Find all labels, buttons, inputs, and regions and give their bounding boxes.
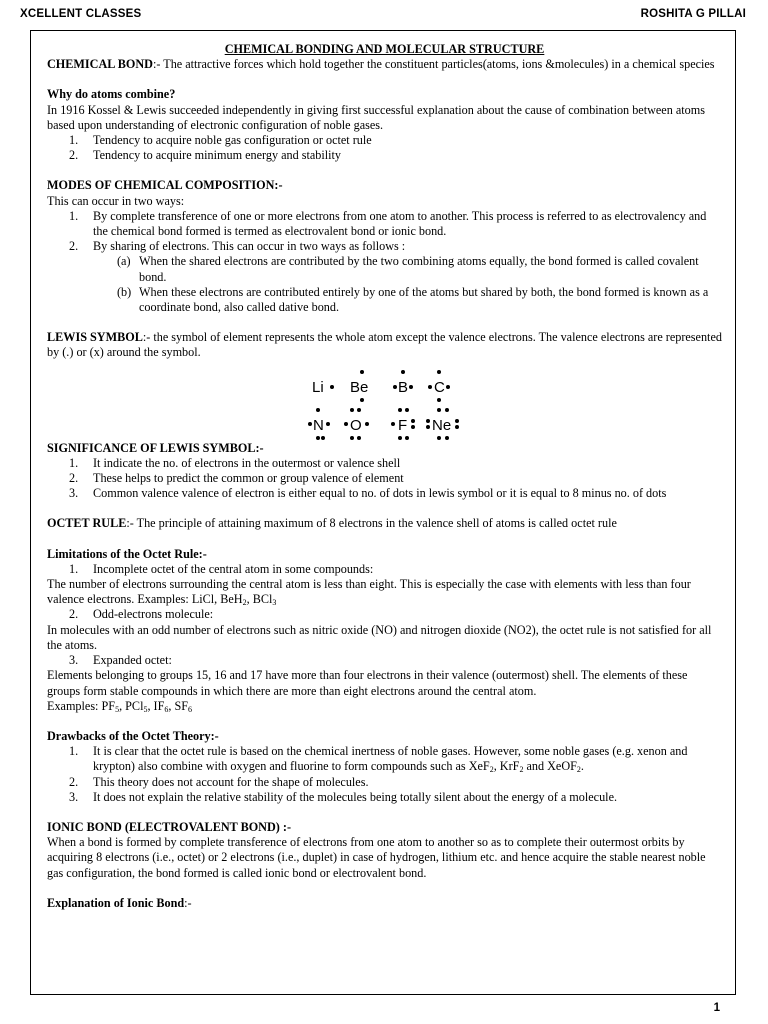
list-item <box>47 471 722 486</box>
limitations-item-1 <box>47 562 722 577</box>
lewis-symbol-definition <box>47 330 722 360</box>
list-text: Tendency to acquire minimum energy and stability <box>93 148 342 163</box>
lewis-symbol-term: LEWIS SYMBOL <box>47 330 143 345</box>
list-number: 2. <box>69 607 79 622</box>
list-text: , KrF <box>493 759 520 774</box>
list-item <box>47 775 722 790</box>
header-left: XCELLENT CLASSES <box>20 8 142 20</box>
list-number: 1. <box>69 133 79 148</box>
limitations-heading: Limitations of the Octet Rule:- <box>47 546 207 561</box>
header-right: ROSHITA G PILLAI <box>640 8 746 20</box>
list-text: These helps to predict the common or group valence of element <box>93 471 404 486</box>
sub-list-item <box>47 285 722 315</box>
limitations-item-3 <box>47 653 722 668</box>
list-text: Incomplete octet of the central atom in some compounds: <box>93 561 374 576</box>
list-item <box>47 653 722 668</box>
sub-list-number: (a) <box>117 254 131 269</box>
lewis-symbol-li: Li <box>312 378 324 396</box>
sub-list-number: (b) <box>117 284 132 299</box>
list-item <box>47 607 722 622</box>
why-combine-heading: Why do atoms combine? <box>47 87 176 102</box>
list-text: Expanded octet: <box>93 653 172 668</box>
list-item <box>47 148 722 163</box>
list-text: Common valence valence of electron is either equal to no. of dots in lewis symbol or it is equal to 8 minus no. of dots <box>93 486 667 501</box>
list-text: and XeOF <box>523 759 577 774</box>
subscript: 6 <box>188 704 193 714</box>
list-number: 1. <box>69 455 79 470</box>
paragraph-text: , IF <box>147 698 165 713</box>
lewis-symbol-c: C <box>434 378 445 396</box>
document-body <box>47 42 722 911</box>
limitations-paragraph-3: Elements belonging to groups 15, 16 and 17 have more than four electrons in their valence (outermost) shell. The elements of these groups form stable compounds in which there are more than eight electrons around the central atom. <box>47 668 688 698</box>
sub-list-item <box>47 254 722 284</box>
list-text: It does not explain the relative stability of the molecules being totally silent about the energy of a molecule. <box>93 789 618 804</box>
list-number: 3. <box>69 486 79 501</box>
lewis-symbol-f: F <box>398 416 408 434</box>
list-item <box>47 744 722 774</box>
list-text: By complete transference of one or more electrons from one atom to another. This process is referred to as electrovalency and the chemical bond formed is termed as electrovalent bond or ionic bond. <box>93 208 707 239</box>
modes-heading: MODES OF CHEMICAL COMPOSITION:- <box>47 178 283 193</box>
lewis-symbols-figure <box>47 361 722 441</box>
subscript: 2 <box>242 598 247 608</box>
list-number: 2. <box>69 471 79 486</box>
explanation-heading <box>47 896 722 911</box>
list-text: Odd-electrons molecule: <box>93 607 214 622</box>
sub-list-text: When the shared electrons are contributed by the two combining atoms equally, the bond formed is called covalent bond. <box>139 254 699 284</box>
list-text: By sharing of electrons. This can occur in two ways as follows : <box>93 239 406 254</box>
octet-rule-definition <box>47 516 722 531</box>
paragraph-text: , SF <box>168 698 189 713</box>
list-text: Tendency to acquire noble gas configuration or octet rule <box>93 133 372 148</box>
list-text: This theory does not account for the shape of molecules. <box>93 774 369 789</box>
drawbacks-list <box>47 744 722 805</box>
drawbacks-heading: Drawbacks of the Octet Theory:- <box>47 728 219 743</box>
list-number: 3. <box>69 789 79 804</box>
list-item <box>47 486 722 501</box>
limitations-examples <box>47 699 722 714</box>
lewis-symbols-svg <box>47 361 722 441</box>
list-text: It is clear that the octet rule is based on the chemical inertness of noble gases. However, some noble gases (e.g. xenon and krypton) also combine with oxygen and fluorine to form compounds such as XeF <box>93 744 688 774</box>
list-text: It indicate the no. of electrons in the outermost or valence shell <box>93 455 401 470</box>
list-number: 2. <box>69 239 79 254</box>
why-combine-list <box>47 133 722 163</box>
modes-list <box>47 209 722 255</box>
paragraph-text: The number of electrons surrounding the central atom is less than eight. This is especially the case with elements with less than four valence electrons. Examples: LiCl, BeH <box>47 577 691 607</box>
paragraph-text: Examples: PF <box>47 698 116 713</box>
modes-intro: This can occur in two ways: <box>47 193 185 208</box>
why-combine-intro: In 1916 Kossel & Lewis succeeded independently in giving first successful explanation about the cause of combination between atoms based upon understanding of electronic configuration of noble gases. <box>47 102 705 132</box>
lewis-symbol-o: O <box>350 416 362 434</box>
subscript: 2 <box>576 765 581 775</box>
ionic-bond-text: When a bond is formed by complete transference of electrons from one atom to another so as to complete their outermost orbits by acquiring 8 electrons (i.e., octet) or 2 electrons (i.e., duplet) in case of hydrogen, lithium etc. and hence acquire the stable nearest noble gas configuration, the bond formed is called ionic bond or electrovalent bond. <box>47 835 706 880</box>
limitations-paragraph-2: In molecules with an odd number of electrons such as nitric oxide (NO) and nitrogen dioxide (NO2), the octet rule is not satisfied for all the atoms. <box>47 622 712 652</box>
subscript: 5 <box>115 704 120 714</box>
list-item <box>47 209 722 239</box>
octet-rule-term: OCTET RULE <box>47 516 127 531</box>
paragraph-text: , PCl <box>119 698 144 713</box>
significance-list <box>47 456 722 502</box>
list-item <box>47 456 722 471</box>
limitations-item-2 <box>47 607 722 622</box>
explanation-term: Explanation of Ionic Bond <box>47 895 185 910</box>
page-number: 1 <box>713 1002 720 1014</box>
lewis-symbol-text: :- the symbol of element represents the whole atom except the valence electrons. The valence electrons are represented by (.) or (x) around the symbol. <box>47 330 722 360</box>
list-item <box>47 790 722 805</box>
list-item <box>47 239 722 254</box>
chemical-bond-text: :- The attractive forces which hold together the constituent particles(atoms, ions &molecules) in a chemical species <box>152 57 715 72</box>
lewis-symbol-ne: Ne <box>432 416 452 434</box>
octet-rule-text: :- The principle of attaining maximum of 8 electrons in the valence shell of atoms is called octet rule <box>126 516 617 531</box>
list-item <box>47 562 722 577</box>
paragraph-text: , BCl <box>246 592 273 607</box>
lewis-symbol-b: B <box>398 378 409 396</box>
subscript: 2 <box>519 765 524 775</box>
subscript: 2 <box>489 765 494 775</box>
lewis-symbol-n: N <box>313 416 324 434</box>
list-number: 2. <box>69 774 79 789</box>
sub-list-text: When these electrons are contributed entirely by one of the atoms but shared by both, the bond formed is known as a coordinate bond, also called dative bond. <box>139 284 709 315</box>
ionic-bond-heading: IONIC BOND (ELECTROVALENT BOND) :- <box>47 819 292 834</box>
list-number: 2. <box>69 148 79 163</box>
chemical-bond-definition <box>47 57 722 72</box>
chemical-bond-term: CHEMICAL BOND <box>47 57 153 72</box>
significance-heading: SIGNIFICANCE OF LEWIS SYMBOL:- <box>47 440 264 455</box>
subscript: 3 <box>272 598 277 608</box>
list-item <box>47 133 722 148</box>
page-title: CHEMICAL BONDING AND MOLECULAR STRUCTURE <box>224 42 545 56</box>
lewis-symbol-be: Be <box>350 378 369 396</box>
list-number: 3. <box>69 653 79 668</box>
list-number: 1. <box>69 561 79 576</box>
subscript: 5 <box>143 704 148 714</box>
list-number: 1. <box>69 744 79 759</box>
explanation-suffix: :- <box>184 895 192 910</box>
modes-sublist <box>47 254 722 315</box>
list-text: . <box>580 759 584 774</box>
subscript: 6 <box>164 704 169 714</box>
limitations-paragraph-1 <box>47 577 722 607</box>
list-number: 1. <box>69 208 79 223</box>
